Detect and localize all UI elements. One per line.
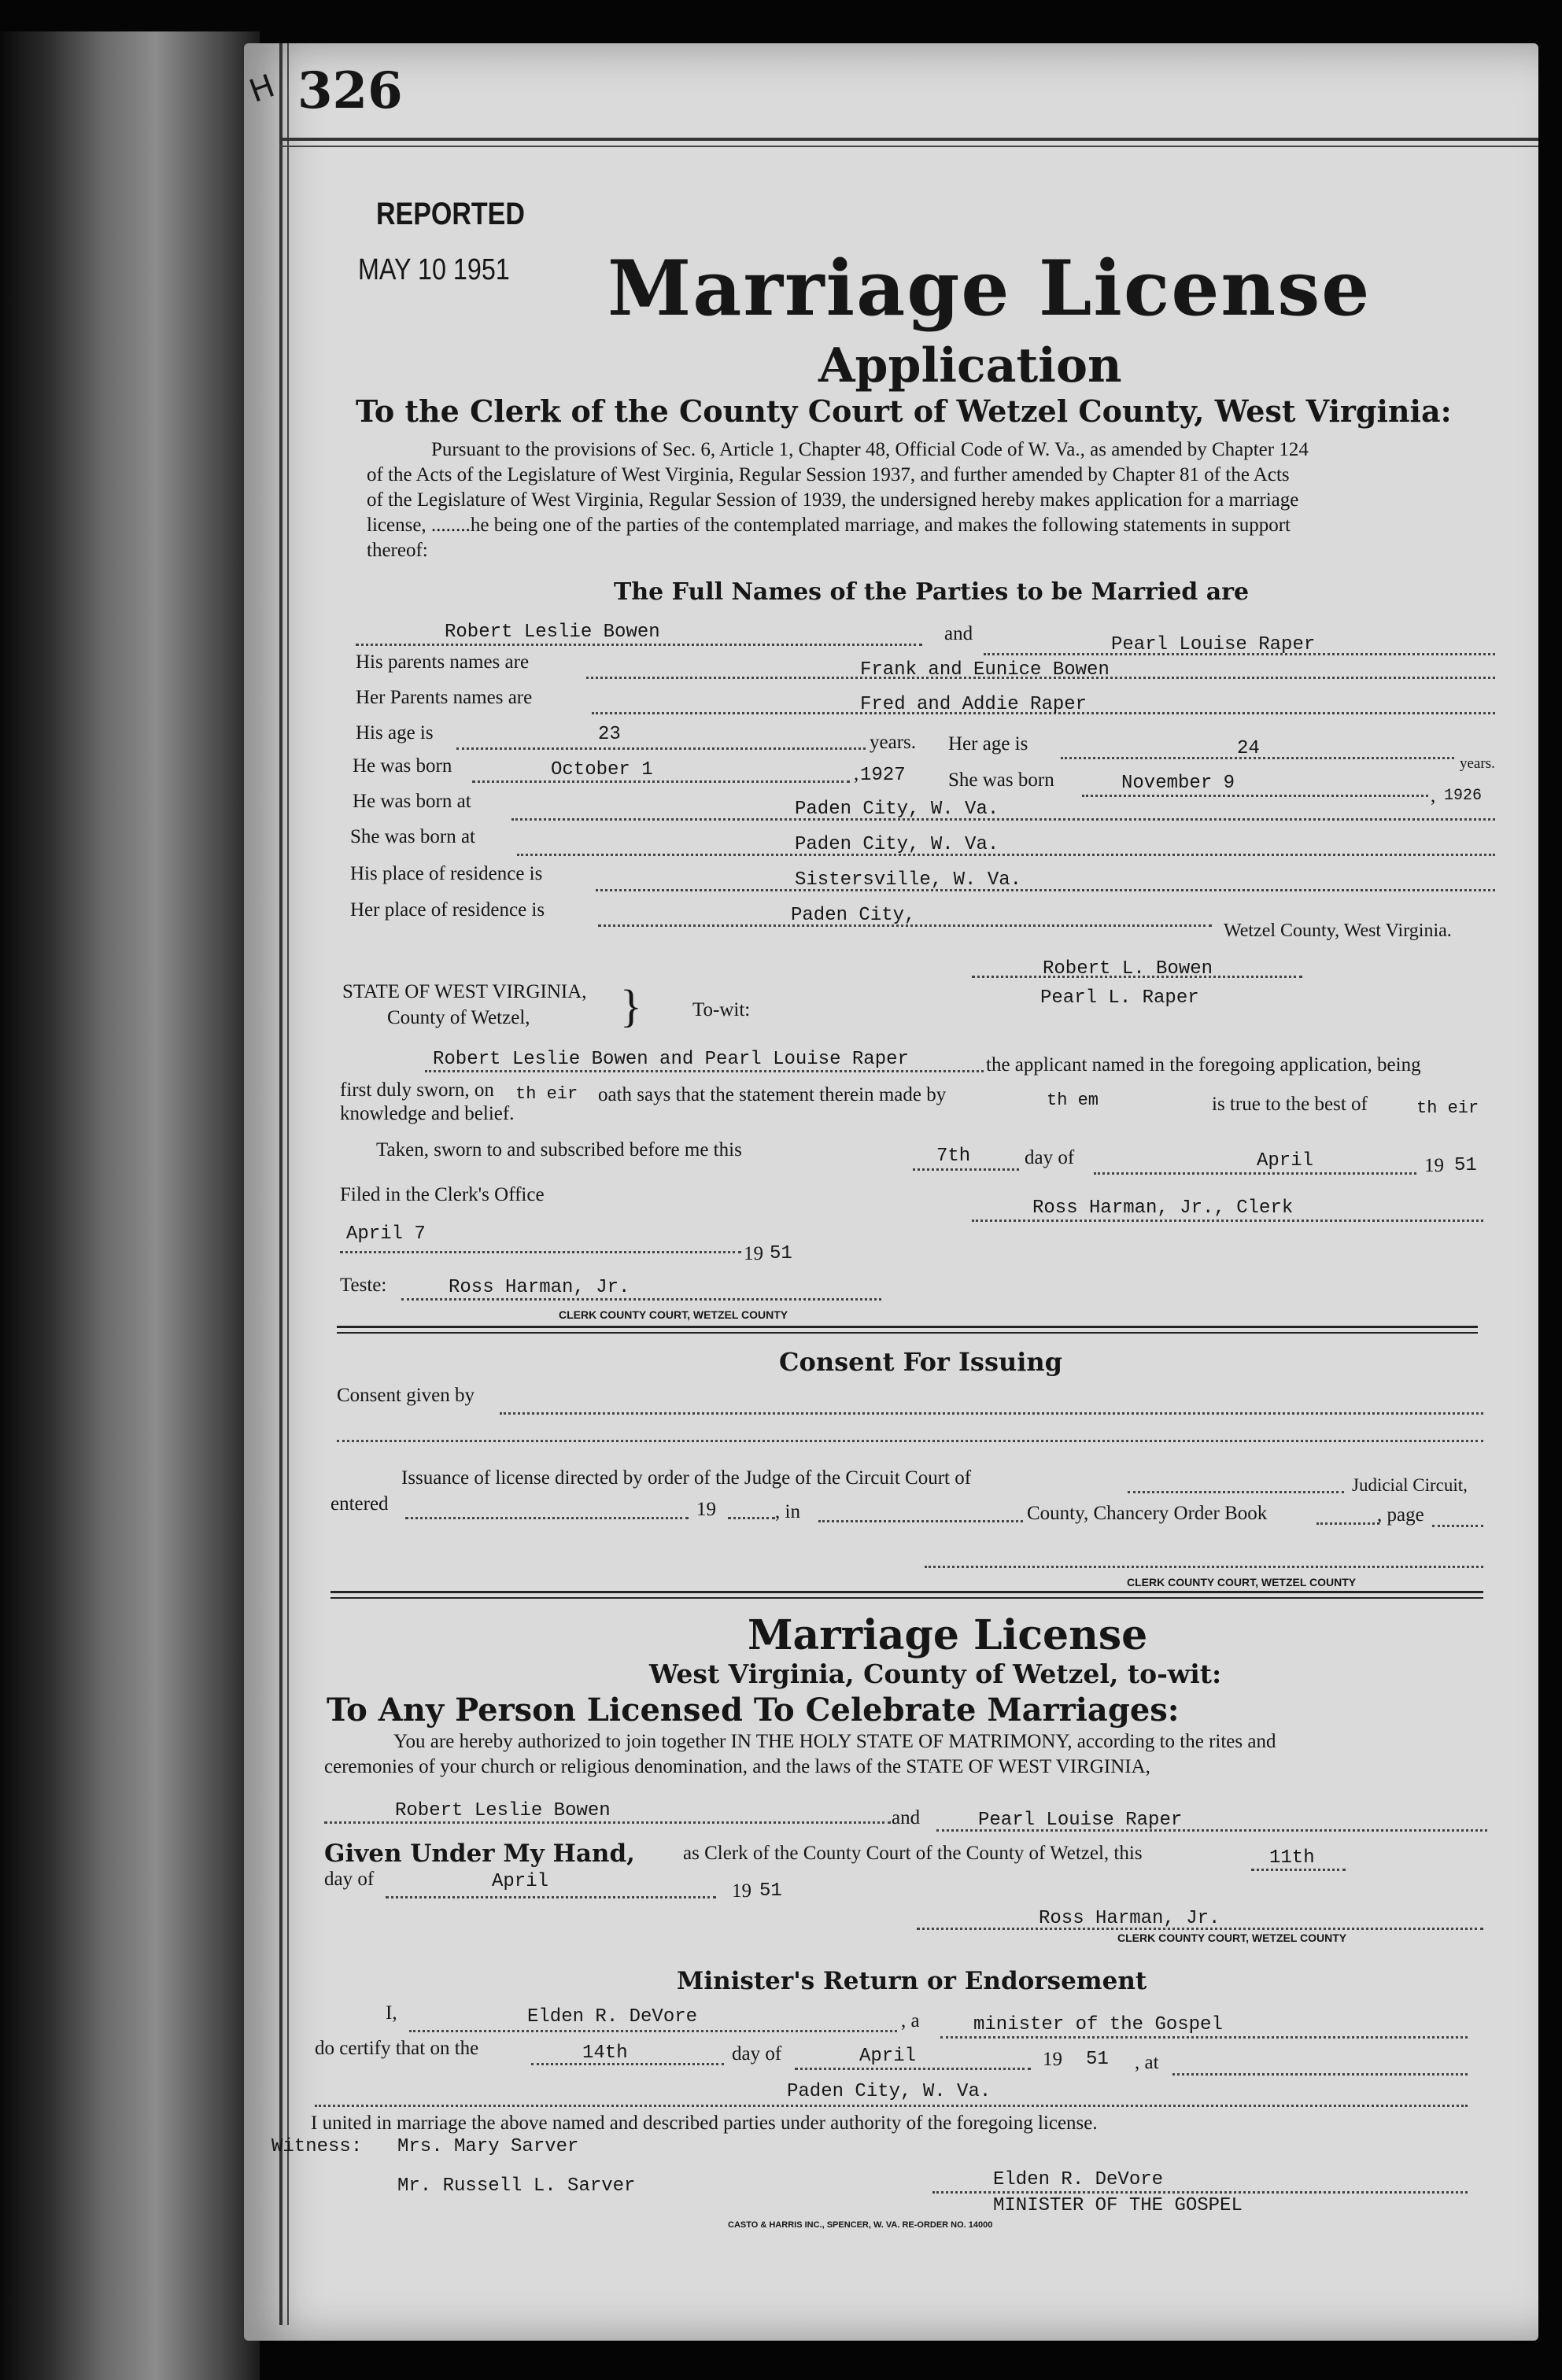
her-age-label: Her age is — [948, 733, 1028, 755]
bride-name: Pearl Louise Raper — [1111, 634, 1316, 655]
his-parents-value: Frank and Eunice Bowen — [860, 659, 1110, 681]
her-residence-label: Her place of residence is — [350, 899, 545, 921]
sworn-label: Taken, sworn to and subscribed before me this — [376, 1139, 742, 1160]
years-label-her: years. — [1460, 755, 1495, 772]
filed-year-prefix: 19 — [744, 1243, 763, 1264]
page-number: 326 — [297, 61, 403, 120]
groom-name: Robert Leslie Bowen — [445, 622, 660, 643]
certify-label: do certify that on the — [315, 2038, 479, 2059]
he-born-at-label: He was born at — [353, 791, 471, 812]
sworn-year-prefix: 19 — [1424, 1155, 1444, 1176]
return-place: Paden City, W. Va. — [787, 2081, 991, 2102]
license-groom: Robert Leslie Bowen — [395, 1800, 611, 1821]
her-residence-value: Paden City, — [791, 905, 916, 926]
she-born-at-label: She was born at — [350, 826, 475, 847]
consent-clerk-line — [925, 1566, 1483, 1568]
his-age-label: His age is — [356, 722, 434, 744]
his-parents-label: His parents names are — [356, 651, 530, 673]
consent-given-line-2 — [337, 1440, 1483, 1442]
license-and-label: and — [892, 1807, 921, 1828]
return-day-of-label: day of — [732, 2043, 782, 2065]
filed-year: 51 — [770, 1243, 792, 1264]
preamble-line-1: Pursuant to the provisions of Sec. 6, Article 1, Chapter 48, Official Code of W. Va., as amended by Chapter 124 — [431, 439, 1309, 460]
chancery-book-line — [1316, 1522, 1379, 1525]
her-age-value: 24 — [1237, 738, 1260, 759]
oath-line2-fill2: th em — [1047, 1090, 1099, 1110]
witness-1: Mrs. Mary Sarver — [397, 2136, 579, 2157]
she-born-at-line — [517, 854, 1495, 856]
form-title: Marriage License — [607, 244, 1372, 333]
she-born-year: 1926 — [1444, 787, 1483, 805]
minister-title-line — [940, 2036, 1468, 2039]
oath-brace: } — [620, 980, 642, 1031]
license-clerk-sig: Ross Harman, Jr. — [1039, 1908, 1220, 1929]
return-heading: Minister's Return or Endorsement — [677, 1967, 1147, 1995]
minister-signature: Elden R. DeVore — [993, 2169, 1164, 2190]
license-day-of-label: day of — [324, 1869, 375, 1890]
return-year-prefix: 19 — [1043, 2049, 1062, 2070]
license-year: 51 — [759, 1880, 782, 1902]
judicial-circuit-label: Judicial Circuit, — [1352, 1475, 1468, 1495]
he-born-date: October 1 — [551, 759, 653, 780]
filed-label: Filed in the Clerk's Office — [340, 1184, 545, 1205]
entered-year-prefix: 19 — [696, 1499, 716, 1520]
minister-title: minister of the Gospel — [973, 2014, 1223, 2035]
printer-line: CASTO & HARRIS INC., SPENCER, W. VA. RE-ORDER NO. 14000 — [728, 2220, 993, 2230]
return-month: April — [859, 2046, 917, 2067]
preamble-line-3: of the Legislature of West Virginia, Regular Session of 1939, the undersigned hereby makes application for a marriage — [367, 489, 1299, 511]
license-clerk-caption: CLERK COUNTY COURT, WETZEL COUNTY — [1117, 1932, 1347, 1944]
issuance-court-line — [1128, 1491, 1344, 1493]
his-residence-line — [596, 889, 1495, 891]
oath-county: County of Wetzel, — [387, 1007, 530, 1028]
oath-applicants-line — [425, 1070, 984, 1072]
sworn-day-of-label: day of — [1025, 1147, 1075, 1168]
return-place-line — [315, 2105, 1468, 2107]
clerk-signature: Ross Harman, Jr., Clerk — [1032, 1197, 1294, 1219]
oath-to-wit: To-wit: — [692, 999, 751, 1020]
his-residence-value: Sistersville, W. Va. — [795, 869, 1022, 891]
license-groom-line — [324, 1821, 891, 1824]
return-i-label: I, — [386, 2002, 397, 2024]
given-month: April — [492, 1871, 549, 1892]
united-text: I united in marriage the above named and described parties under authority of the foregoing license. — [311, 2112, 1098, 2134]
sworn-month-line — [1094, 1172, 1416, 1175]
section-divider-1b — [337, 1332, 1478, 1334]
entered-year-line — [728, 1517, 775, 1519]
parties-heading: The Full Names of the Parties to be Married are — [614, 578, 1250, 606]
return-year: 51 — [1086, 2049, 1109, 2070]
preamble-line-4: license, ........he being one of the parties of the contemplated marriage, and makes the following statements in support — [367, 515, 1291, 536]
oath-line2-fill3: th eir — [1416, 1098, 1479, 1118]
applicant-signature-groom: Robert L. Bowen — [1043, 958, 1213, 980]
her-parents-label: Her Parents names are — [356, 687, 533, 708]
she-born-at-value: Paden City, W. Va. — [795, 834, 999, 855]
oath-applicants: Robert Leslie Bowen and Pearl Louise Raper — [433, 1049, 909, 1070]
he-born-at-line — [511, 818, 1495, 821]
oath-line1-suffix: the applicant named in the foregoing application, being — [986, 1054, 1421, 1076]
he-born-label: He was born — [353, 755, 452, 777]
preamble-line-5: thereof: — [367, 540, 428, 561]
he-born-line — [472, 780, 850, 783]
given-month-line — [386, 1896, 716, 1898]
book-edge — [0, 31, 260, 2380]
filed-date-line — [340, 1251, 741, 1253]
applicant-signature-bride: Pearl L. Raper — [1040, 987, 1199, 1009]
sworn-month: April — [1257, 1150, 1314, 1172]
given-day: 11th — [1269, 1847, 1315, 1869]
chancery-page-line — [1432, 1525, 1483, 1527]
he-born-comma: , — [854, 763, 859, 784]
license-year-prefix: 19 — [732, 1880, 751, 1902]
return-at-label: , at — [1135, 2052, 1159, 2073]
given-day-line — [1251, 1869, 1346, 1871]
consent-clerk-caption: CLERK COUNTY COURT, WETZEL COUNTY — [1127, 1576, 1357, 1589]
entered-county-line — [818, 1520, 1023, 1522]
she-born-date: November 9 — [1121, 773, 1235, 794]
sworn-day-line — [913, 1168, 1019, 1171]
license-jurisdiction: West Virginia, County of Wetzel, to-wit: — [649, 1659, 1222, 1689]
his-age-line — [456, 747, 866, 750]
entered-in-label: , in — [775, 1501, 800, 1522]
reported-stamp: REPORTED — [376, 197, 525, 231]
form-subtitle: Application — [818, 338, 1122, 393]
corner-mark: H — [245, 68, 280, 110]
issuance-text: Issuance of license directed by order of the Judge of the Circuit Court of — [401, 1467, 972, 1489]
sworn-day: 7th — [936, 1146, 971, 1167]
minister-signature-line — [932, 2191, 1468, 2194]
return-a-label: , a — [901, 2010, 920, 2031]
given-text: as Clerk of the County Court of the County of Wetzel, this — [683, 1843, 1143, 1864]
she-born-label: She was born — [948, 769, 1054, 791]
minister-name: Elden R. DeVore — [527, 2006, 698, 2028]
county-suffix: Wetzel County, West Virginia. — [1224, 921, 1452, 941]
given-under-hand: Given Under My Hand, — [324, 1839, 635, 1868]
page-header-rule — [279, 138, 1538, 141]
oath-state: STATE OF WEST VIRGINIA, — [342, 981, 587, 1002]
her-parents-value: Fred and Addie Raper — [860, 694, 1087, 715]
page-margin-rule-inner — [287, 43, 289, 2325]
page-header-rule-inner — [279, 146, 1538, 147]
witness-label: Witness: — [271, 2136, 363, 2157]
clerk-signature-line — [972, 1220, 1483, 1222]
return-month-line — [795, 2068, 1031, 2070]
teste-label: Teste: — [340, 1275, 387, 1296]
years-label-his: years. — [870, 732, 916, 753]
oath-line2-a: first duly sworn, on — [340, 1079, 494, 1101]
oath-line3: knowledge and belief. — [340, 1103, 515, 1124]
section-divider-2b — [330, 1597, 1483, 1599]
consent-given-label: Consent given by — [337, 1385, 475, 1406]
minister-name-line — [409, 2030, 897, 2032]
teste-name: Ross Harman, Jr. — [449, 1277, 630, 1298]
license-addressee: To Any Person Licensed To Celebrate Marriages: — [327, 1692, 1180, 1729]
witness-2: Mr. Russell L. Sarver — [397, 2175, 636, 2197]
oath-line2-fill1: th eir — [515, 1084, 578, 1104]
reported-date-stamp: MAY 10 1951 — [358, 253, 510, 286]
groom-name-line — [356, 644, 922, 646]
return-day: 14th — [582, 2042, 628, 2064]
teste-clerk-caption: CLERK COUNTY COURT, WETZEL COUNTY — [559, 1308, 788, 1321]
section-divider-2 — [330, 1591, 1483, 1593]
license-bride: Pearl Louise Raper — [978, 1810, 1183, 1831]
his-residence-label: His place of residence is — [350, 863, 543, 884]
entered-label: entered — [330, 1493, 389, 1515]
preamble-line-2: of the Acts of the Legislature of West Virginia, Regular Session 1937, and further amended by Chapter 81 of the Acts — [367, 464, 1290, 485]
his-age-value: 23 — [598, 724, 621, 745]
she-born-comma: , — [1431, 785, 1436, 806]
consent-given-line — [500, 1412, 1483, 1415]
he-born-year: 1927 — [860, 765, 906, 786]
license-body-2: ceremonies of your church or religious denomination, and the laws of the STATE OF WEST VIRGINIA, — [324, 1756, 1150, 1777]
sworn-year: 51 — [1454, 1155, 1477, 1176]
return-at-line — [1172, 2073, 1468, 2076]
minister-signature-title: MINISTER OF THE GOSPEL — [993, 2195, 1243, 2216]
entered-line — [405, 1517, 689, 1519]
page-margin-rule — [279, 43, 282, 2325]
she-born-line — [1082, 795, 1428, 797]
section-divider-1 — [337, 1326, 1478, 1328]
chancery-book-label: County, Chancery Order Book — [1027, 1503, 1268, 1524]
oath-line2-b: oath says that the statement therein made by — [598, 1084, 947, 1105]
filed-date: April 7 — [346, 1223, 426, 1245]
consent-heading: Consent For Issuing — [779, 1347, 1063, 1377]
oath-line2-c: is true to the best of — [1212, 1094, 1368, 1115]
license-body-1: You are hereby authorized to join together IN THE HOLY STATE OF MATRIMONY, according to the rites and — [393, 1731, 1276, 1752]
addressee-line: To the Clerk of the County Court of Wetzel County, West Virginia: — [356, 393, 1452, 429]
chancery-page-label: , page — [1377, 1504, 1424, 1526]
license-title: Marriage License — [748, 1611, 1148, 1659]
he-born-at-value: Paden City, W. Va. — [795, 799, 999, 820]
and-label: and — [944, 623, 973, 644]
teste-line — [401, 1298, 881, 1301]
